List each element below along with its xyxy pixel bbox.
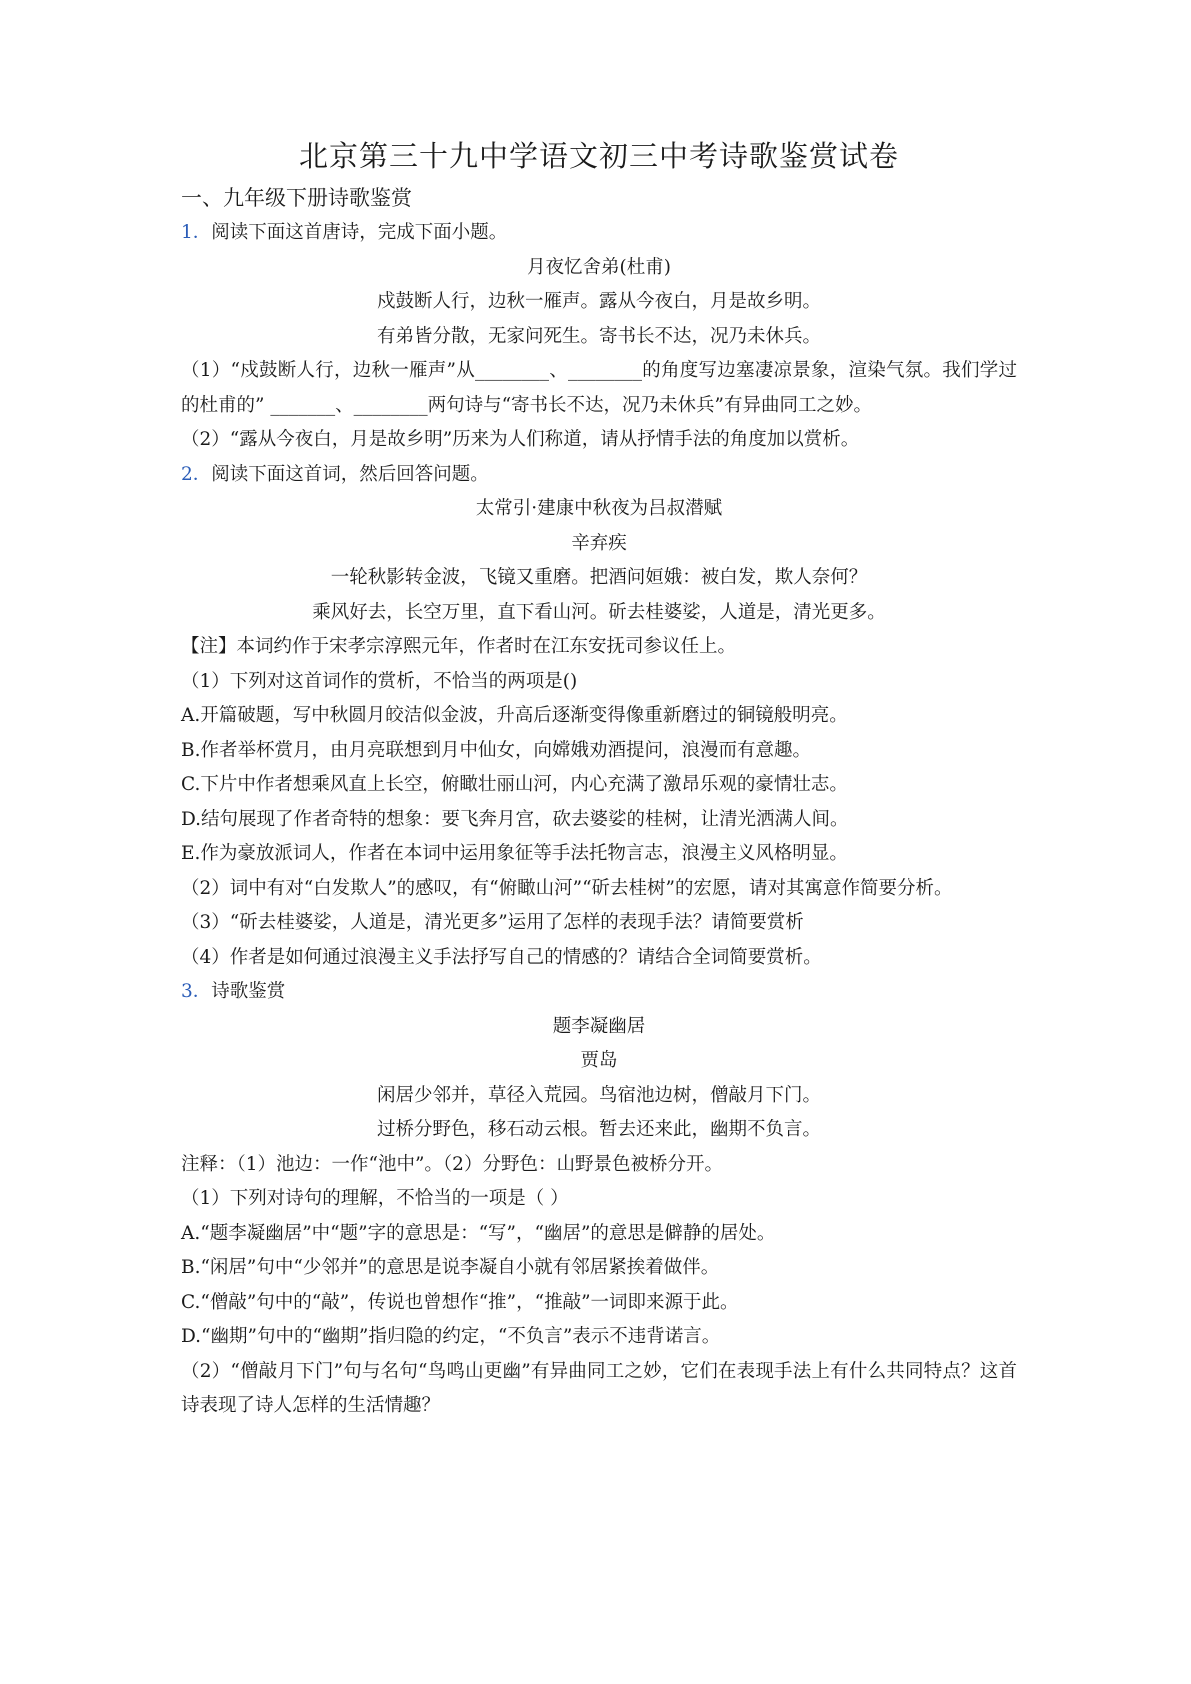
poem-line: 闲居少邻并，草径入荒园。鸟宿池边树，僧敲月下门。 — [376, 1084, 821, 1106]
exam-page — [181, 134, 1017, 1424]
option-d: D.结句展现了作者奇特的想象：要飞奔月宫，砍去婆娑的桂树，让清光洒满人间。 — [181, 808, 849, 830]
poem-title: 月夜忆舍弟(杜甫) — [527, 256, 671, 278]
sub-question: （2）“露从今夜白，月是故乡明”历来为人们称道，请从抒情手法的角度加以赏析。 — [181, 429, 860, 450]
poem-author: 辛弃疾 — [571, 532, 627, 554]
poem-line: 戍鼓断人行，边秋一雁声。露从今夜白，月是故乡明。 — [376, 291, 821, 312]
section-heading: 一、九年级下册诗歌鉴赏 — [181, 186, 412, 210]
sub-question: （1）“戍鼓断人行，边秋一雁声”从________、________的角度写边塞凄凉景象，渲染气氛。我们学过的杜甫的” _______、________两句诗与“寄书长不达，况乃未休兵”有异曲同工之妙。 — [181, 360, 1017, 416]
poem-note: 注释：（1）池边：一作“池中”。（2）分野色：山野景色被桥分开。 — [181, 1153, 723, 1175]
question-1 — [181, 216, 1017, 458]
option-a: A.开篇破题，写中秋圆月皎洁似金波，升高后逐渐变得像重新磨过的铜镜般明亮。 — [181, 705, 848, 726]
question-2-stem: 2．阅读下面这首词，然后回答问题。 — [181, 463, 489, 485]
option-d: D.“幽期”句中的“幽期”指归隐的约定，“不负言”表示不违背诺言。 — [181, 1326, 721, 1347]
option-a: A.“题李凝幽居”中“题”字的意思是：“写”，“幽居”的意思是僻静的居处。 — [181, 1222, 776, 1244]
sub-question: （4）作者是如何通过浪漫主义手法抒写自己的情感的？请结合全词简要赏析。 — [181, 946, 822, 968]
page-title: 北京第三十九中学语文初三中考诗歌鉴赏试卷 — [298, 139, 899, 173]
question-number: 2． — [181, 463, 212, 485]
sub-question: （1）下列对诗句的理解，不恰当的一项是（ ） — [181, 1188, 569, 1209]
option-c: C.“僧敲”句中的“敲”，传说也曾想作“推”，“推敲”一词即来源于此。 — [181, 1291, 739, 1313]
poem-author: 贾岛 — [580, 1050, 618, 1071]
poem-note: 【注】本词约作于宋孝宗淳熙元年，作者时在江东安抚司参议任上。 — [181, 636, 737, 657]
option-b: B.“闲居”句中“少邻并”的意思是说李凝自小就有邻居紧挨着做伴。 — [181, 1257, 720, 1278]
option-c: C.下片中作者想乘风直上长空，俯瞰壮丽山河，内心充满了激昂乐观的豪情壮志。 — [181, 774, 848, 795]
question-3-stem: 3．诗歌鉴赏 — [181, 981, 286, 1002]
poem-line: 有弟皆分散，无家问死生。寄书长不达，况乃未休兵。 — [376, 325, 821, 347]
question-1-stem: 1．阅读下面这首唐诗，完成下面小题。 — [181, 222, 508, 243]
question-2 — [181, 458, 1017, 976]
poem-line: 一轮秋影转金波，飞镜又重磨。把酒问姮娥：被白发，欺人奈何？ — [330, 567, 868, 588]
question-3 — [181, 975, 1017, 1424]
option-b: B.作者举杯赏月，由月亮联想到月中仙女，向嫦娥劝酒提问，浪漫而有意趣。 — [181, 739, 811, 761]
sub-question: （2）“僧敲月下门”句与名句“鸟鸣山更幽”有异曲同工之妙，它们在表现手法上有什么共同特点？这首诗表现了诗人怎样的生活情趣？ — [181, 1360, 1017, 1416]
sub-question: （1）下列对这首词作的赏析，不恰当的两项是() — [181, 670, 578, 692]
question-number: 1． — [181, 222, 212, 243]
poem-title: 太常引·建康中秋夜为吕叔潜赋 — [475, 498, 723, 519]
sub-question: （2）词中有对“白发欺人”的感叹，有“俯瞰山河”“斫去桂树”的宏愿，请对其寓意作简要分析。 — [181, 877, 953, 899]
poem-line: 乘风好去，长空万里，直下看山河。斫去桂婆娑，人道是，清光更多。 — [312, 601, 886, 623]
poem-title: 题李凝幽居 — [552, 1015, 646, 1037]
option-e: E.作为豪放派词人，作者在本词中运用象征等手法托物言志，浪漫主义风格明显。 — [181, 843, 848, 864]
question-number: 3． — [181, 981, 212, 1002]
sub-question: （3）“斫去桂婆娑，人道是，清光更多”运用了怎样的表现手法？请简要赏析 — [181, 912, 804, 933]
poem-line: 过桥分野色，移石动云根。暂去还来此，幽期不负言。 — [376, 1119, 821, 1140]
